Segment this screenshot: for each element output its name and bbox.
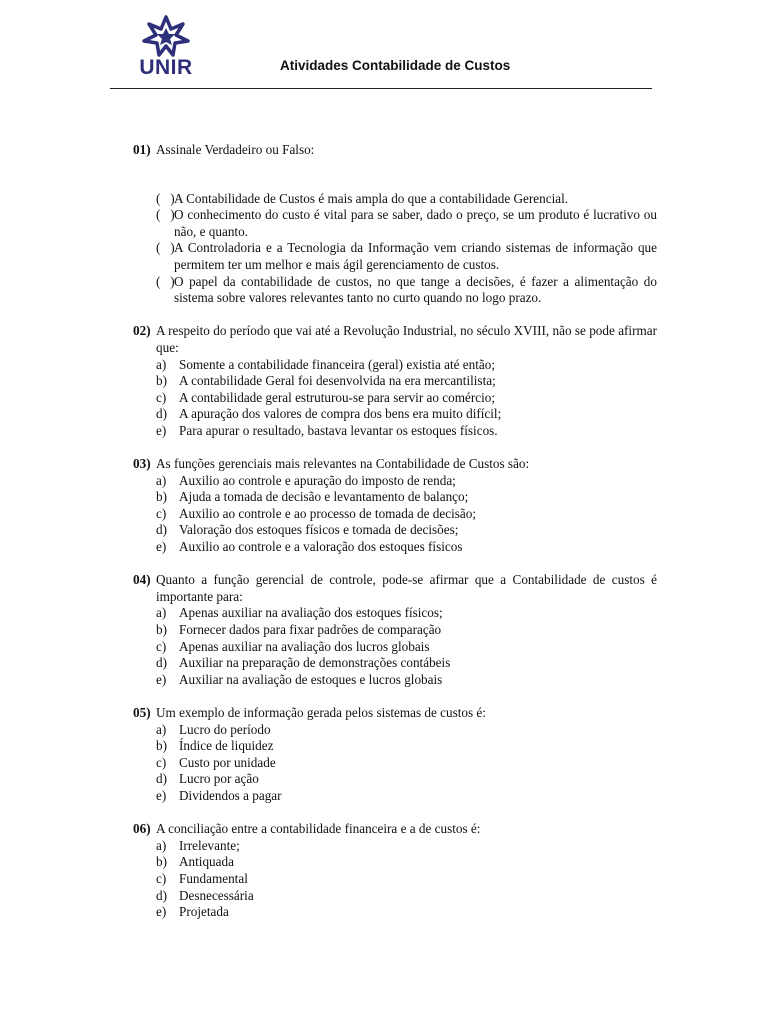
- question-text: A conciliação entre a contabilidade financeira e a de custos é:: [156, 821, 481, 837]
- option-text: Auxilio ao controle e a valoração dos estoques físicos: [179, 539, 463, 555]
- option-text: Apenas auxiliar na avaliação dos estoques físicos;: [179, 605, 443, 621]
- question-number: 05): [133, 705, 151, 720]
- question-number: 04): [133, 572, 151, 588]
- question-text: A respeito do período que vai até a Revolução Industrial, no século XVIII, não se pode afirmar que:: [156, 323, 657, 355]
- answer-option[interactable]: [156, 655, 657, 672]
- option-text: Auxilio ao controle e ao processo de tomada de decisão;: [179, 505, 476, 521]
- option-text: Auxiliar na preparação de demonstrações contábeis: [179, 655, 451, 671]
- option-letter: b): [156, 854, 167, 870]
- tf-statement-text: O conhecimento do custo é vital para se saber, dado o preço, se um produto é lucrativo ou não, e quanto.: [174, 207, 657, 239]
- tf-statement-text: A Contabilidade de Custos é mais ampla do que a contabilidade Gerencial.: [174, 190, 569, 206]
- option-text: A apuração dos valores de compra dos bens era muito difícil;: [179, 406, 502, 422]
- option-text: Projetada: [179, 904, 229, 920]
- option-text: A contabilidade Geral foi desenvolvida na era mercantilista;: [179, 373, 496, 389]
- answer-option[interactable]: [156, 622, 657, 639]
- answer-option[interactable]: [156, 473, 657, 490]
- option-letter: b): [156, 489, 167, 505]
- answer-option[interactable]: [156, 506, 657, 523]
- tf-statement: [156, 207, 657, 240]
- option-letter: c): [156, 870, 167, 886]
- unir-logo: [120, 14, 212, 78]
- tf-answer-blank[interactable]: ( ): [156, 190, 175, 206]
- question-text: Um exemplo de informação gerada pelos sistemas de custos é:: [156, 705, 486, 720]
- question-04: [133, 572, 657, 688]
- question-header: [133, 572, 657, 605]
- answer-option[interactable]: [156, 722, 657, 739]
- question-06: [133, 821, 657, 921]
- question-text: Assinale Verdadeiro ou Falso:: [156, 142, 315, 157]
- question-text: Quanto a função gerencial de controle, pode-se afirmar que a Contabilidade de custos é importante para:: [156, 572, 657, 604]
- question-header: [133, 142, 657, 159]
- spacer: [133, 175, 657, 191]
- option-letter: b): [156, 373, 167, 389]
- option-text: Auxilio ao controle e apuração do imposto de renda;: [179, 472, 456, 488]
- answer-option[interactable]: [156, 854, 657, 871]
- option-text: Dividendos a pagar: [179, 787, 282, 803]
- answer-option[interactable]: [156, 522, 657, 539]
- answer-option[interactable]: [156, 639, 657, 656]
- option-text: Apenas auxiliar na avaliação dos lucros globais: [179, 638, 430, 654]
- option-text: Lucro por ação: [179, 771, 259, 787]
- question-number: 06): [133, 821, 151, 837]
- option-text: Índice de liquidez: [179, 738, 274, 754]
- answer-option[interactable]: [156, 888, 657, 905]
- question-text: As funções gerenciais mais relevantes na Contabilidade de Custos são:: [156, 456, 530, 472]
- question-02: [133, 323, 657, 439]
- option-letter: c): [156, 505, 167, 521]
- question-01: [133, 142, 657, 307]
- answer-option[interactable]: [156, 755, 657, 772]
- answer-option[interactable]: [156, 771, 657, 788]
- answer-option[interactable]: [156, 871, 657, 888]
- question-number: 02): [133, 323, 151, 339]
- tf-answer-blank[interactable]: ( ): [156, 240, 175, 256]
- option-letter: d): [156, 522, 167, 538]
- option-letter: a): [156, 837, 167, 853]
- questions-list: [133, 142, 657, 937]
- option-text: Ajuda a tomada de decisão e levantamento de balanço;: [179, 489, 469, 505]
- option-text: Fundamental: [179, 870, 248, 886]
- question-header: [133, 323, 657, 356]
- option-letter: a): [156, 472, 167, 488]
- option-letter: e): [156, 539, 167, 555]
- option-letter: b): [156, 622, 167, 638]
- answer-option[interactable]: [156, 738, 657, 755]
- answer-option[interactable]: [156, 423, 657, 440]
- option-text: Auxiliar na avaliação de estoques e lucros globais: [179, 671, 443, 687]
- option-letter: d): [156, 887, 167, 903]
- option-letter: e): [156, 904, 167, 920]
- answer-option[interactable]: [156, 357, 657, 374]
- tf-statement: [156, 191, 657, 208]
- question-header: [133, 456, 657, 473]
- answer-option[interactable]: [156, 788, 657, 805]
- option-text: Custo por unidade: [179, 754, 276, 770]
- tf-statement-text: O papel da contabilidade de custos, no que tange a decisões, é fazer a alimentação do sistema sobre valores relevantes tanto no curto quando no logo prazo.: [174, 273, 657, 306]
- option-letter: b): [156, 738, 167, 754]
- option-text: Irrelevante;: [179, 837, 240, 853]
- option-letter: d): [156, 655, 167, 671]
- option-text: Valoração dos estoques físicos e tomada de decisões;: [179, 522, 459, 538]
- document-title: Atividades Contabilidade de Custos: [280, 58, 511, 73]
- answer-option[interactable]: [156, 373, 657, 390]
- answer-option[interactable]: [156, 605, 657, 622]
- option-text: Antiquada: [179, 854, 234, 870]
- spacer: [133, 159, 657, 175]
- question-number: 03): [133, 456, 151, 472]
- option-text: Somente a contabilidade financeira (geral) existia até então;: [179, 356, 495, 372]
- answer-option[interactable]: [156, 390, 657, 407]
- option-letter: d): [156, 406, 167, 422]
- logo-text: UNIR: [139, 56, 193, 79]
- answer-option[interactable]: [156, 406, 657, 423]
- option-letter: c): [156, 638, 167, 654]
- question-header: [133, 821, 657, 838]
- answer-option[interactable]: [156, 489, 657, 506]
- answer-option[interactable]: [156, 904, 657, 921]
- tf-statement: [156, 240, 657, 273]
- question-03: [133, 456, 657, 556]
- option-letter: d): [156, 771, 167, 787]
- tf-statement-text: A Controladoria e a Tecnologia da Informação vem criando sistemas de informação que permitem ter um melhor e mais ágil gerenciamento de custos.: [174, 240, 657, 272]
- option-letter: a): [156, 721, 167, 737]
- option-text: Desnecessária: [179, 887, 254, 903]
- option-text: A contabilidade geral estruturou-se para servir ao comércio;: [179, 389, 496, 405]
- option-text: Lucro do período: [179, 721, 271, 737]
- question-number: 01): [133, 142, 151, 157]
- answer-option[interactable]: [156, 838, 657, 855]
- option-text: Para apurar o resultado, bastava levantar os estoques físicos.: [179, 422, 498, 438]
- option-letter: a): [156, 605, 167, 621]
- tf-statement: [156, 274, 657, 307]
- option-letter: c): [156, 754, 167, 770]
- header-divider: [110, 88, 652, 89]
- option-letter: a): [156, 356, 167, 372]
- answer-option[interactable]: [156, 539, 657, 556]
- option-letter: c): [156, 389, 167, 405]
- option-letter: e): [156, 787, 167, 803]
- option-text: Fornecer dados para fixar padrões de comparação: [179, 622, 442, 638]
- option-letter: e): [156, 671, 167, 687]
- tf-answer-blank[interactable]: ( ): [156, 207, 175, 223]
- answer-option[interactable]: [156, 672, 657, 689]
- option-letter: e): [156, 422, 167, 438]
- question-header: [133, 705, 657, 722]
- question-05: [133, 705, 657, 805]
- tf-answer-blank[interactable]: ( ): [156, 273, 175, 289]
